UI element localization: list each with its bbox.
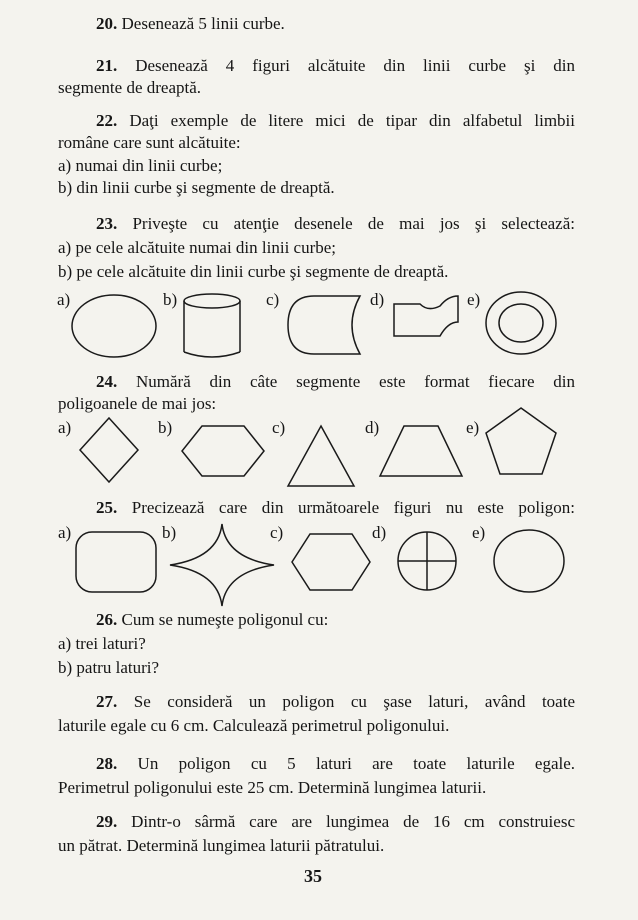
fig24-c-triangle [286,424,356,488]
exercise-25-line-1 [96,498,575,518]
fig23-e-concentric-circles [484,290,558,356]
exercise-20-number: 20. [96,14,118,33]
fig25-e-circle [492,528,566,594]
exercise-28-line-2: Perimetrul poligonului este 25 cm. Determină lungimea laturii. [58,778,487,797]
fig25-a-rounded-rectangle [74,530,158,594]
exercise-26-text: Cum se numeşte poligonul cu: [121,610,329,629]
fig24-e-pentagon [484,406,558,476]
fig25-label-a: a) [58,523,72,542]
exercise-22-item-b: b) din linii curbe şi segmente de dreaptă. [58,178,335,197]
exercise-28-text: Un poligon cu 5 laturi are toate laturile egale. [137,754,576,773]
exercise-26-item-b: b) patru laturi? [58,658,160,677]
fig24-label-c: c) [272,418,286,437]
fig23-label-c: c) [266,290,280,309]
exercise-23-item-b: b) pe cele alcătuite din linii curbe şi segmente de dreaptă. [58,262,449,281]
fig25-c-hexagon [290,532,372,592]
exercise-20 [96,14,285,34]
exercise-21-number: 21. [96,56,118,75]
fig23-c-curved-shape [284,294,364,356]
fig24-a-rhombus [78,416,140,484]
exercise-28-number: 28. [96,754,118,773]
fig24-label-d: d) [365,418,380,437]
exercise-28-line-1 [96,754,575,774]
exercise-22-line-1 [96,111,575,131]
exercise-26-line-1 [96,610,328,630]
exercise-24-number: 24. [96,372,118,391]
exercise-22-text: Daţi exemple de litere mici de tipar din alfabetul limbii [129,111,575,130]
fig23-b-cylinder [180,292,244,362]
fig23-a-ellipse [70,294,158,358]
exercise-27-number: 27. [96,692,118,711]
exercise-20-text: Desenează 5 linii curbe. [121,14,285,33]
exercise-29-line-2: un pătrat. Determină lungimea laturii pătratului. [58,836,385,855]
exercise-27-text: Se consideră un poligon cu şase laturi, având toate [133,692,575,711]
exercise-21-line-2: segmente de dreaptă. [58,78,202,97]
fig23-label-b: b) [163,290,178,309]
exercise-26-item-a: a) trei laturi? [58,634,146,653]
fig25-b-four-point-star [168,522,276,608]
fig24-label-e: e) [466,418,480,437]
fig24-label-a: a) [58,418,72,437]
fig25-label-c: c) [270,523,284,542]
exercise-22-line-2: române care sunt alcătuite: [58,133,241,152]
exercise-21-text: Desenează 4 figuri alcătuite din linii curbe şi din [135,56,576,75]
exercise-24-text: Numără din câte segmente este format fiecare din [136,372,576,391]
fig25-label-d: d) [372,523,387,542]
exercise-23-line-1 [96,214,575,234]
fig25-label-b: b) [162,523,177,542]
exercise-26-number: 26. [96,610,118,629]
fig23-d-wavy-shape [392,292,462,340]
exercise-27-line-2: laturile egale cu 6 cm. Calculează perimetrul poligonului. [58,716,450,735]
fig25-label-e: e) [472,523,486,542]
fig23-label-d: d) [370,290,385,309]
exercise-23-text: Priveşte cu atenţie desenele de mai jos şi selectează: [132,214,575,233]
exercise-29-line-1 [96,812,575,832]
exercise-22-number: 22. [96,111,118,130]
exercise-22-item-a: a) numai din linii curbe; [58,156,223,175]
exercise-29-text: Dintr-o sârmă care are lungimea de 16 cm construiesc [131,812,575,831]
fig24-b-hexagon [180,424,266,478]
fig23-label-a: a) [57,290,71,309]
page-number: 35 [304,866,322,886]
exercise-27-line-1 [96,692,575,712]
fig25-d-circle-with-cross [396,530,458,592]
exercise-21-line-1 [96,56,575,76]
exercise-23-number: 23. [96,214,118,233]
exercise-23-item-a: a) pe cele alcătuite numai din linii curbe; [58,238,337,257]
exercise-25-text: Precizează care din următoarele figuri nu este poligon: [131,498,576,517]
exercise-29-number: 29. [96,812,118,831]
fig24-label-b: b) [158,418,173,437]
fig24-d-trapezoid [378,424,464,478]
fig23-label-e: e) [467,290,481,309]
exercise-24-line-1 [96,372,575,392]
exercise-25-number: 25. [96,498,118,517]
exercise-24-line-2: poligoanele de mai jos: [58,394,217,413]
